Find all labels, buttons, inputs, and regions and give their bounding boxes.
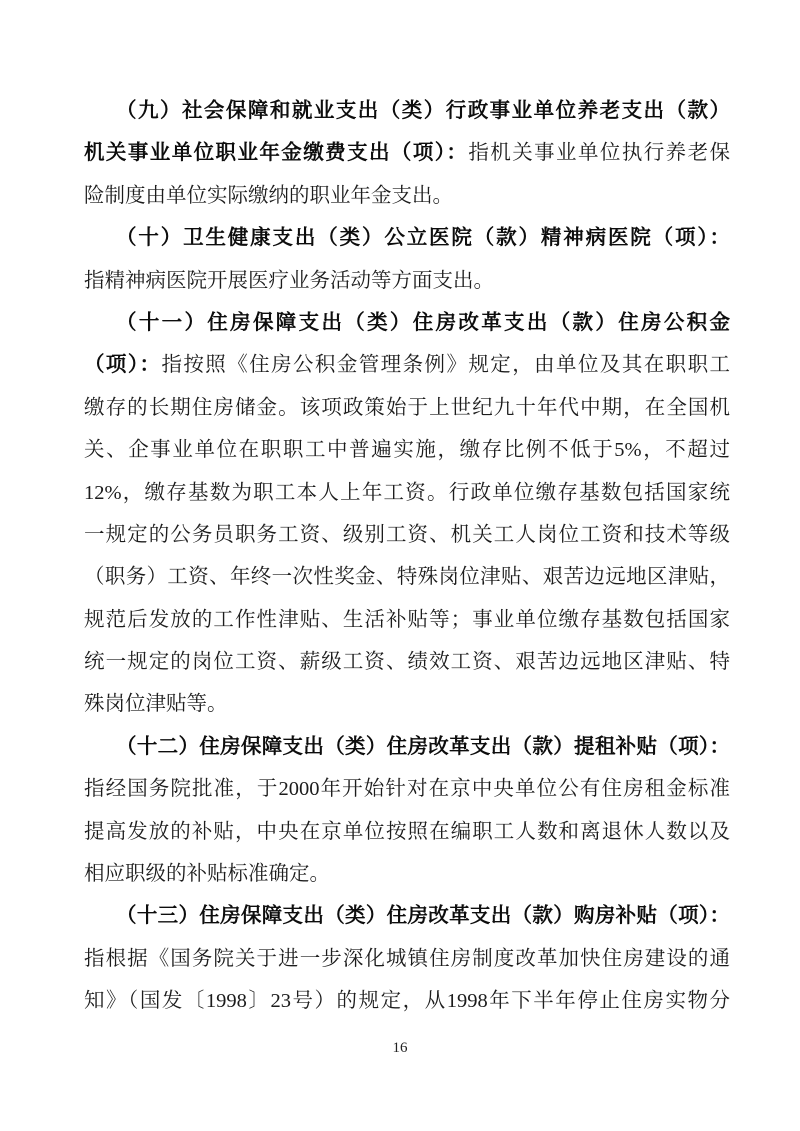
text-line xyxy=(84,726,730,768)
text-line xyxy=(84,938,730,980)
text-line xyxy=(84,472,730,514)
text-line xyxy=(84,90,730,132)
body-text-run: 统一规定的岗位工资、薪级工资、绩效工资、艰苦边远地区津贴、特 xyxy=(84,651,730,674)
text-line xyxy=(84,811,730,853)
text-line xyxy=(84,895,730,937)
paragraph-clause-12 xyxy=(84,726,730,896)
text-line xyxy=(84,683,730,725)
text-line xyxy=(84,980,730,1022)
clause-heading-run: （九）社会保障和就业支出（类）行政事业单位养老支出（款） xyxy=(116,99,730,122)
page-number: 16 xyxy=(392,1040,408,1056)
text-line xyxy=(84,429,730,471)
text-line xyxy=(84,344,730,386)
text-line xyxy=(84,302,730,344)
document-body xyxy=(84,90,730,1023)
body-text-run: 指根据《国务院关于进一步深化城镇住房制度改革加快住房建设的通 xyxy=(84,947,730,970)
clause-heading-run: （十一）住房保障支出（类）住房改革支出（款）住房公积金 xyxy=(116,310,730,334)
body-text-run: 相应职级的补贴标准确定。 xyxy=(84,863,330,886)
body-text-run: 12%，缴存基数为职工本人上年工资。行政单位缴存基数包括国家统 xyxy=(84,481,730,504)
text-line xyxy=(84,514,730,556)
paragraph-clause-11 xyxy=(84,302,730,726)
body-text-run: 关、企事业单位在职职工中普遍实施，缴存比例不低于5%，不超过 xyxy=(84,439,730,462)
text-line xyxy=(84,768,730,810)
body-text-run: 殊岗位津贴等。 xyxy=(84,693,228,716)
body-text-run: 一规定的公务员职务工资、级别工资、机关工人岗位工资和技术等级 xyxy=(84,523,730,546)
text-line xyxy=(84,387,730,429)
clause-heading-run: 机关事业单位职业年金缴费支出（项）： xyxy=(84,141,469,165)
text-line xyxy=(84,641,730,683)
text-line xyxy=(84,599,730,641)
body-text-run: （职务）工资、年终一次性奖金、特殊岗位津贴、艰苦边远地区津贴， xyxy=(84,566,730,589)
text-line xyxy=(84,556,730,598)
body-text-run: 指机关事业单位执行养老保 xyxy=(468,142,731,165)
body-text-run: 缴存的长期住房储金。该项政策始于上世纪九十年代中期，在全国机 xyxy=(84,396,730,419)
body-text-run: 险制度由单位实际缴纳的职业年金支出。 xyxy=(84,184,453,207)
body-text-run: 提高发放的补贴，中央在京单位按照在编职工人数和离退休人数以及 xyxy=(84,820,730,843)
body-text-run: 规范后发放的工作性津贴、生活补贴等；事业单位缴存基数包括国家 xyxy=(84,608,730,631)
text-line xyxy=(84,175,730,217)
clause-heading-run: （十）卫生健康支出（类）公立医院（款）精神病医院（项）： xyxy=(116,226,730,250)
body-text-run: 指精神病医院开展医疗业务活动等方面支出。 xyxy=(84,269,494,292)
text-line xyxy=(84,132,730,174)
body-text-run: 知》（国发〔1998〕23号）的规定，从1998年下半年停止住房实物分 xyxy=(84,990,730,1013)
body-text-run: 指经国务院批准，于2000年开始针对在京中央单位公有住房租金标准 xyxy=(84,778,730,801)
text-line xyxy=(84,260,730,302)
paragraph-clause-10 xyxy=(84,217,730,302)
paragraph-clause-13 xyxy=(84,895,730,1022)
body-text-run: 指按照《住房公积金管理条例》规定，由单位及其在职职工 xyxy=(161,354,731,377)
paragraph-clause-9 xyxy=(84,90,730,217)
clause-heading-run: （十二）住房保障支出（类）住房改革支出（款）提租补贴（项）： xyxy=(116,734,730,758)
text-line xyxy=(84,853,730,895)
clause-heading-run: （项）： xyxy=(84,353,162,377)
text-line xyxy=(84,217,730,259)
clause-heading-run: （十三）住房保障支出（类）住房改革支出（款）购房补贴（项）： xyxy=(116,904,730,928)
